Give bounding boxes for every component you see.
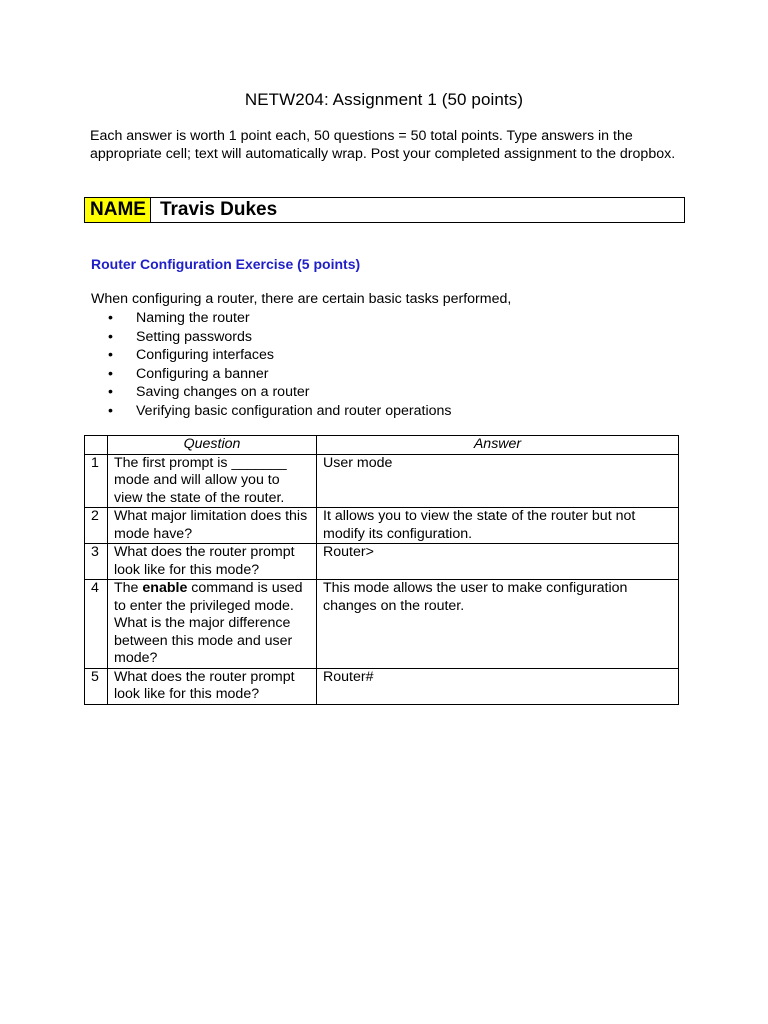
question-cell: The first prompt is _______ mode and will allow you to view the state of the router. xyxy=(108,454,317,508)
answer-cell[interactable]: It allows you to view the state of the router but not modify its configuration. xyxy=(317,508,679,544)
bullet-icon: • xyxy=(108,310,113,326)
table-row xyxy=(85,454,679,508)
qa-table xyxy=(84,435,679,705)
instructions-paragraph: Each answer is worth 1 point each, 50 questions = 50 total points. Type answers in the appropriate cell; text will automatically wrap. Post your completed assignment to the dropbox. xyxy=(90,128,676,162)
bullet-icon: • xyxy=(108,402,113,419)
list-item: • Configuring interfaces xyxy=(108,347,275,363)
answer-cell[interactable]: Router# xyxy=(317,668,679,704)
header-answer: Answer xyxy=(317,436,679,455)
lead-paragraph: When configuring a router, there are certain basic tasks performed, xyxy=(91,291,512,307)
question-cell: What major limitation does this mode have? xyxy=(108,508,317,544)
answer-cell[interactable]: User mode xyxy=(317,454,679,508)
table-row xyxy=(85,544,679,580)
row-number: 5 xyxy=(85,668,108,704)
enable-keyword: enable xyxy=(142,580,188,596)
list-item: • Verifying basic configuration and router operations xyxy=(108,402,452,419)
list-item: • Naming the router xyxy=(108,310,250,326)
row-number: 1 xyxy=(85,454,108,508)
header-num xyxy=(85,436,108,455)
table-row xyxy=(85,508,679,544)
table-header-row xyxy=(85,436,679,455)
section-title: Router Configuration Exercise (5 points) xyxy=(91,256,361,272)
answer-cell[interactable]: Router> xyxy=(317,544,679,580)
question-cell: What does the router prompt look like for this mode? xyxy=(108,544,317,580)
row-number: 3 xyxy=(85,544,108,580)
list-item: • Setting passwords xyxy=(108,328,252,345)
name-value[interactable]: Travis Dukes xyxy=(159,199,278,220)
question-cell: What does the router prompt look like for this mode? xyxy=(108,668,317,704)
bullet-icon: • xyxy=(108,365,113,382)
header-question: Question xyxy=(108,436,317,455)
list-item: • Configuring a banner xyxy=(108,365,269,382)
table-row xyxy=(85,668,679,704)
bullet-icon: • xyxy=(108,328,113,345)
document-title: NETW204: Assignment 1 (50 points) xyxy=(244,90,524,109)
answer-cell[interactable]: This mode allows the user to make configuration changes on the router. xyxy=(317,580,679,669)
question-cell: The enable command is used to enter the privileged mode. What is the major difference between this mode and user mode? xyxy=(108,580,317,669)
row-number: 4 xyxy=(85,580,108,669)
row-number: 2 xyxy=(85,508,108,544)
task-bullet-list xyxy=(108,309,451,420)
table-row xyxy=(85,580,679,669)
bullet-icon: • xyxy=(108,347,113,363)
list-item: • Saving changes on a router xyxy=(108,384,310,400)
name-label: NAME xyxy=(85,198,151,222)
bullet-icon: • xyxy=(108,384,113,400)
name-field-box xyxy=(84,197,685,223)
